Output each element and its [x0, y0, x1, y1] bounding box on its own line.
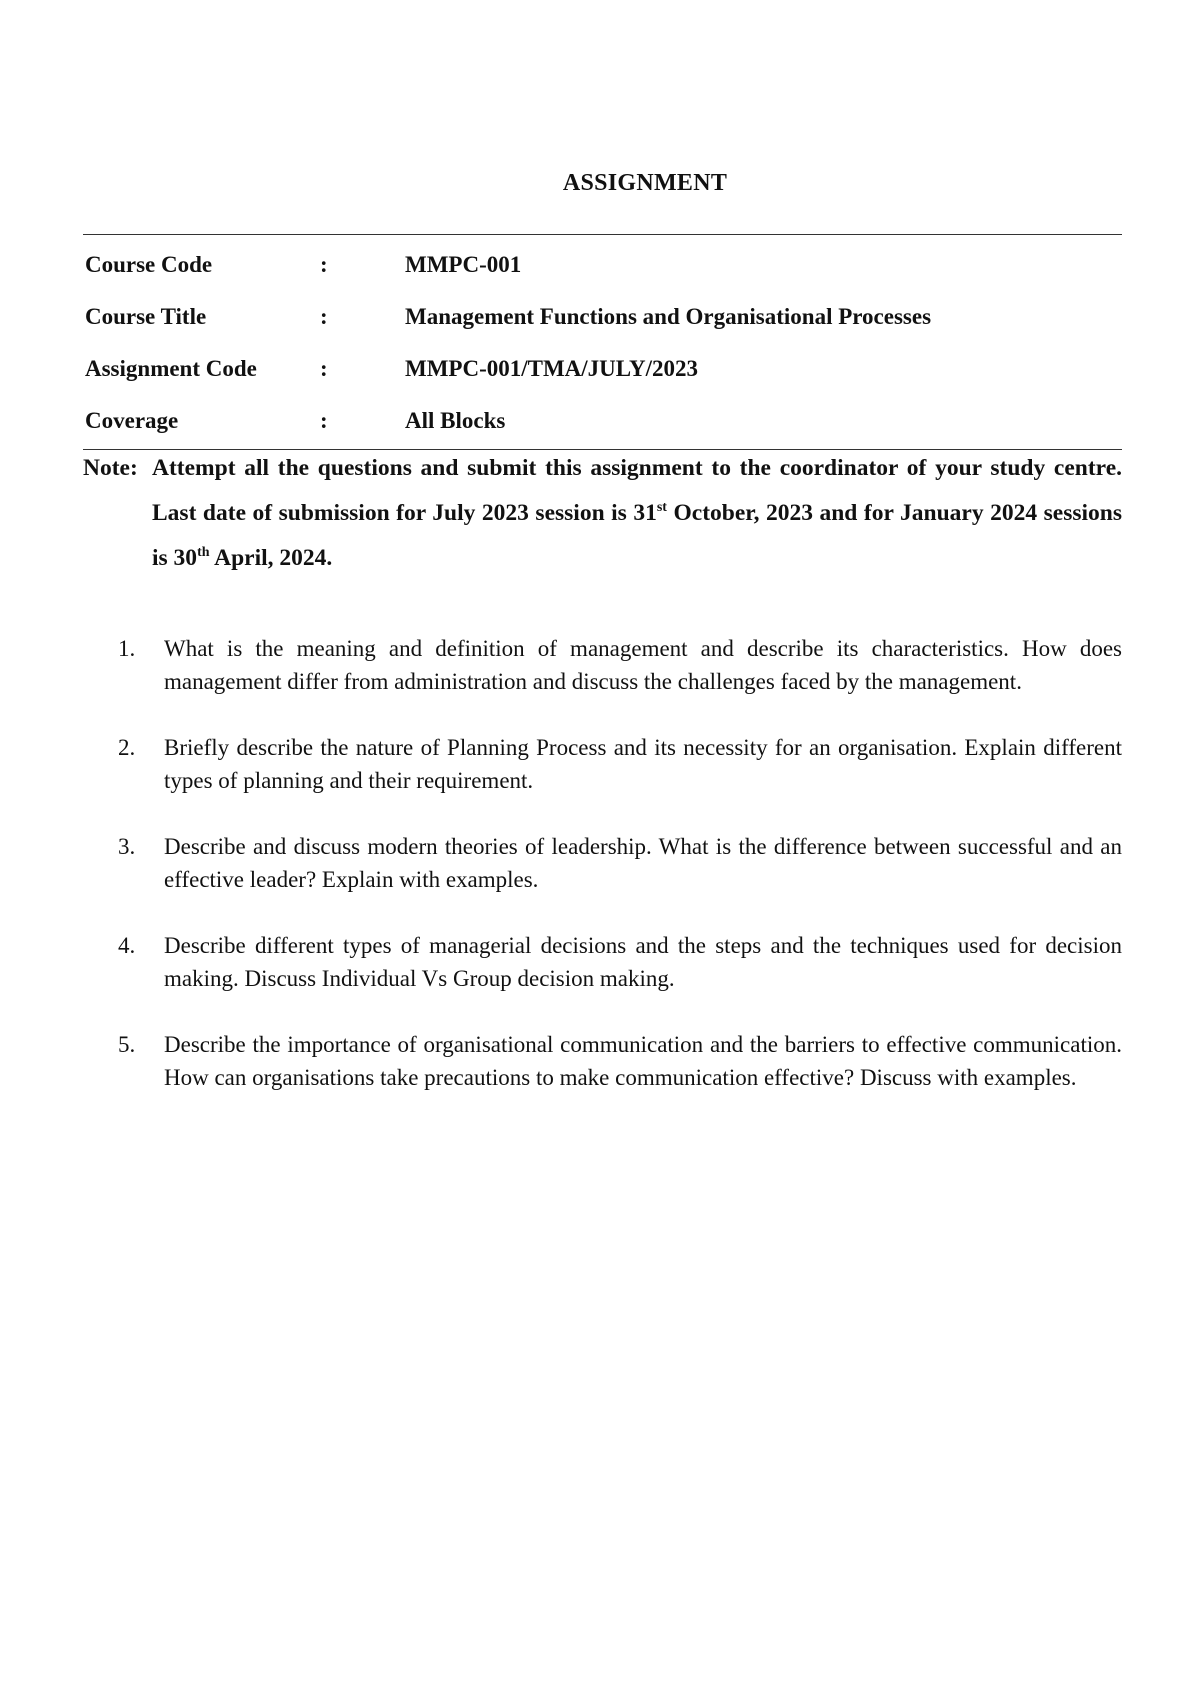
question-text: Describe the importance of organisational communication and the barriers to effective communication. How can organisations take precautions to make communication effective? Discuss with examples.	[164, 1032, 1122, 1090]
info-label: Course Title	[85, 304, 207, 329]
note-superscript: st	[656, 500, 667, 516]
note-text-part: Attempt all the questions and submit this assignment to the coordinator of your study centre. Last date of submission for July 2023 session is 31	[152, 455, 1122, 526]
question-text: What is the meaning and definition of management and describe its characteristics. How does management differ from administration and discuss the challenges faced by the management.	[164, 636, 1122, 694]
info-label: Course Code	[85, 252, 213, 277]
question-number: 4.	[118, 933, 136, 958]
question-number: 5.	[118, 1032, 136, 1057]
info-row-course-code	[83, 239, 1122, 291]
note-label: Note:	[83, 455, 138, 481]
question-item	[118, 1028, 1122, 1094]
question-number: 1.	[118, 636, 136, 661]
info-value: MMPC-001	[405, 252, 522, 277]
info-colon: :	[320, 304, 328, 329]
question-item	[118, 830, 1122, 896]
question-number: 3.	[118, 834, 136, 859]
note-text-part: October, 2023 and for January 2024 sessions is 30	[152, 500, 1122, 571]
question-text: Describe different types of managerial decisions and the steps and the techniques used for decision making. Discuss Individual Vs Group decision making.	[164, 933, 1122, 991]
info-value: Management Functions and Organisational Processes	[405, 304, 932, 329]
info-row-assignment-code	[83, 343, 1122, 395]
info-value: MMPC-001/TMA/JULY/2023	[405, 356, 699, 381]
question-list	[118, 632, 1122, 1127]
info-colon: :	[320, 356, 328, 381]
info-row-course-title	[83, 291, 1122, 343]
info-row-coverage	[83, 395, 1122, 447]
note-text	[152, 446, 1122, 581]
question-item	[118, 632, 1122, 698]
info-label: Coverage	[85, 408, 179, 433]
info-value: All Blocks	[405, 408, 506, 433]
note-superscript: th	[197, 545, 210, 561]
course-info-table	[83, 234, 1122, 450]
info-colon: :	[320, 252, 328, 277]
info-colon: :	[320, 408, 328, 433]
document-title: ASSIGNMENT	[562, 170, 728, 196]
question-number: 2.	[118, 735, 136, 760]
question-item	[118, 731, 1122, 797]
question-item	[118, 929, 1122, 995]
question-text: Briefly describe the nature of Planning Process and its necessity for an organisation. Explain different types of planning and their requirement.	[164, 735, 1122, 793]
submission-note	[83, 446, 1122, 581]
question-text: Describe and discuss modern theories of leadership. What is the difference between successful and an effective leader? Explain with examples.	[164, 834, 1122, 892]
note-text-part: April, 2024.	[209, 545, 333, 571]
info-label: Assignment Code	[85, 356, 257, 381]
